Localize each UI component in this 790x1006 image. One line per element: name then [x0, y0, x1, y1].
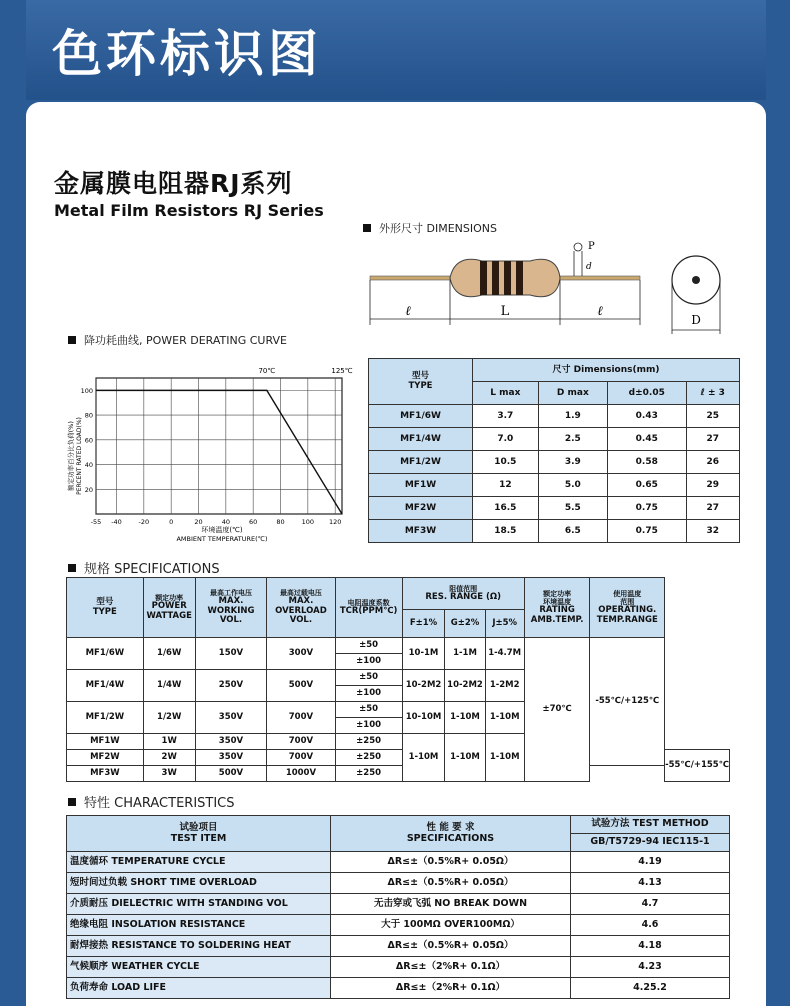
- spec-power-header: 额定功率 POWER WATTAGE: [143, 578, 195, 638]
- spec-res-header: 阻值范围 RES. RANGE (Ω): [402, 578, 524, 610]
- derating-heading-text: 降功耗曲线, POWER DERATING CURVE: [84, 334, 288, 347]
- table-row: 耐焊接热 RESISTANCE TO SOLDERING HEAT ΔR≤±（0.5%R+ 0.05Ω） 4.18: [67, 936, 730, 957]
- table-row: MF2W 16.5 5.5 0.75 27: [369, 497, 740, 520]
- x-tick-label: 40: [221, 518, 230, 526]
- table-row: MF1W 12 5.0 0.65 29: [369, 474, 740, 497]
- dim-label-L: L: [500, 304, 510, 319]
- table-row: MF1/2W 1/2W 350V 700V ±50 10-10M 1-10M 1-10M: [67, 702, 730, 718]
- table-row: 短时间过负载 SHORT TIME OVERLOAD ΔR≤±（0.5%R+ 0.05Ω） 4.13: [67, 873, 730, 894]
- dim-col-header: D max: [538, 382, 607, 405]
- bullet-icon: [68, 564, 76, 572]
- resistor-drawing: [364, 237, 654, 337]
- x-axis-label-en: AMBIENT TEMPERATURE(℃): [176, 535, 268, 543]
- spec-res-col: G±2%: [445, 610, 485, 638]
- x-tick-label: -40: [111, 518, 122, 526]
- table-row: MF1/2W 10.5 3.9 0.58 26: [369, 451, 740, 474]
- spec-op-value-1: -55℃/+125℃: [590, 638, 665, 766]
- y-tick-label: 100: [80, 386, 93, 395]
- spec-voltage-header: 最高工作电压 MAX. WORKING VOL.: [195, 578, 267, 638]
- dim-label-D: D: [691, 313, 701, 327]
- table-row: MF1/4W 7.0 2.5 0.45 27: [369, 428, 740, 451]
- x-tick-label: 100: [301, 518, 315, 526]
- spec-op-value-2: -55℃/+155℃: [665, 750, 730, 782]
- dim-label-d: d: [586, 262, 592, 272]
- derating-heading: [68, 332, 287, 348]
- table-row: MF3W 18.5 6.5 0.75 32: [369, 520, 740, 543]
- char-spec-header: 性 能 要 求 SPECIFICATIONS: [331, 816, 571, 852]
- dimensions-heading-text: 外形尺寸 DIMENSIONS: [379, 222, 497, 235]
- dim-label-P: P: [588, 241, 595, 252]
- resistor-end-view: [664, 250, 728, 340]
- mark-125-label: 125℃: [331, 367, 353, 375]
- x-tick-label: 120: [328, 518, 342, 526]
- y-tick-label: 60: [84, 436, 93, 445]
- dimensions-heading: [363, 220, 497, 236]
- spec-res-col: F±1%: [402, 610, 445, 638]
- dim-col-header: L max: [473, 382, 539, 405]
- y-axis-label-en: PERCENT RATED LOAD(%): [76, 417, 83, 495]
- char-method-std: GB/T5729-94 IEC115-1: [571, 834, 730, 852]
- derating-line: [96, 390, 342, 514]
- title-en: Metal Film Resistors RJ Series: [54, 201, 324, 220]
- y-tick-label: 20: [84, 485, 93, 494]
- bullet-icon: [363, 224, 371, 232]
- spec-res-col: J±5%: [485, 610, 524, 638]
- spec-op-header: 使用温度 范围 OPERATING. TEMP.RANGE: [590, 578, 665, 638]
- y-tick-label: 80: [84, 411, 93, 420]
- table-row: 介质耐压 DIELECTRIC WITH STANDING VOL 无击穿或飞弧 NO BREAK DOWN 4.7: [67, 894, 730, 915]
- characteristics-heading: [68, 792, 235, 811]
- x-tick-label: 0: [169, 518, 174, 526]
- derating-chart: [66, 364, 356, 546]
- x-tick-label: -55: [90, 518, 102, 526]
- x-tick-label: 80: [276, 518, 285, 526]
- y-axis-label-cn: 额定功率百分比负荷(%): [67, 421, 75, 491]
- spec-type-header: 型号 TYPE: [67, 578, 144, 638]
- characteristics-heading-text: 特性 CHARACTERISTICS: [84, 796, 235, 811]
- specs-table: 型号 TYPE 额定功率 POWER WATTAGE 最高工作电压 MAX. WORKING VOL. 最高过载电压 MAX. OVERLOAD VOL. 电阻温度系数 TCR(PPM℃) 阻值范围 RES. RANGE (Ω) 额定功率 环境温度 RATING AMB.TEMP. 使用温度 范围 OPERATING. TEMP.RANGE F±1% G±2% J±5% MF1/6W 1/6W 150V 300V ±50 10-1M 1-1M 1-4.7M ±70℃ -55℃/+125℃ ±100 MF1/4W 1/4W 250V 500V ±50 10-2M2 10-2M2 1-2M2 ±100 MF1/2W 1/2W 350V 700V ±50 10-10M 1-10M 1-10M ±100 MF1W 1W 350V 700V ±250 1-10M 1-10M 1-10M MF2W 2W 350V 700V ±250 -55℃/+155℃ MF3W 3W 500V 1000V ±250: [66, 577, 730, 782]
- dim-col-header: ℓ ± 3: [686, 382, 739, 405]
- y-tick-label: 40: [84, 461, 93, 470]
- table-row: 负荷寿命 LOAD LIFE ΔR≤±（2%R+ 0.1Ω） 4.25.2: [67, 978, 730, 999]
- spec-tcr-header: 电阻温度系数 TCR(PPM℃): [335, 578, 402, 638]
- specs-heading: [68, 558, 220, 577]
- char-item-header: 试验项目 TEST ITEM: [67, 816, 331, 852]
- x-axis-label-cn: 环境温度(℃): [201, 526, 243, 534]
- table-row: 气候顺序 WEATHER CYCLE ΔR≤±（2%R+ 0.1Ω） 4.23: [67, 957, 730, 978]
- characteristics-table: [66, 815, 730, 999]
- bullet-icon: [68, 798, 76, 806]
- dim-label-l-right: ℓ: [597, 304, 603, 319]
- table-row: MF1/6W 3.7 1.9 0.43 25: [369, 405, 740, 428]
- specs-heading-text: 规格 SPECIFICATIONS: [84, 562, 220, 577]
- dim-type-header: 型号 TYPE: [369, 359, 473, 405]
- x-tick-label: 60: [249, 518, 258, 526]
- char-method-header: 试验方法 TEST METHOD: [571, 816, 730, 834]
- spec-amb-header: 额定功率 环境温度 RATING AMB.TEMP.: [524, 578, 590, 638]
- dim-label-l-left: ℓ: [405, 304, 411, 319]
- datasheet: [26, 102, 766, 1006]
- bullet-icon: [68, 336, 76, 344]
- x-tick-label: -20: [138, 518, 150, 526]
- dim-group-header: 尺寸 Dimensions(mm): [473, 359, 740, 382]
- banner-title: 色环标识图: [52, 25, 322, 83]
- table-row: MF1/6W 1/6W 150V 300V ±50 10-1M 1-1M 1-4.7M ±70℃ -55℃/+125℃: [67, 638, 730, 654]
- spec-overload-header: 最高过载电压 MAX. OVERLOAD VOL.: [267, 578, 335, 638]
- mark-70-label: 70℃: [258, 367, 276, 375]
- table-row: 温度循环 TEMPERATURE CYCLE ΔR≤±（0.5%R+ 0.05Ω） 4.19: [67, 852, 730, 873]
- table-row: 绝缘电阻 INSOLATION RESISTANCE 大于 100MΩ OVER100MΩ） 4.6: [67, 915, 730, 936]
- dimensions-table: [368, 358, 740, 543]
- table-row: MF1/4W 1/4W 250V 500V ±50 10-2M2 10-2M2 1-2M2: [67, 670, 730, 686]
- title-cn: 金属膜电阻器RJ系列: [54, 169, 293, 198]
- spec-amb-value: ±70℃: [524, 638, 590, 782]
- dim-col-header: d±0.05: [608, 382, 687, 405]
- plot-frame: [96, 378, 342, 514]
- x-tick-label: 20: [194, 518, 203, 526]
